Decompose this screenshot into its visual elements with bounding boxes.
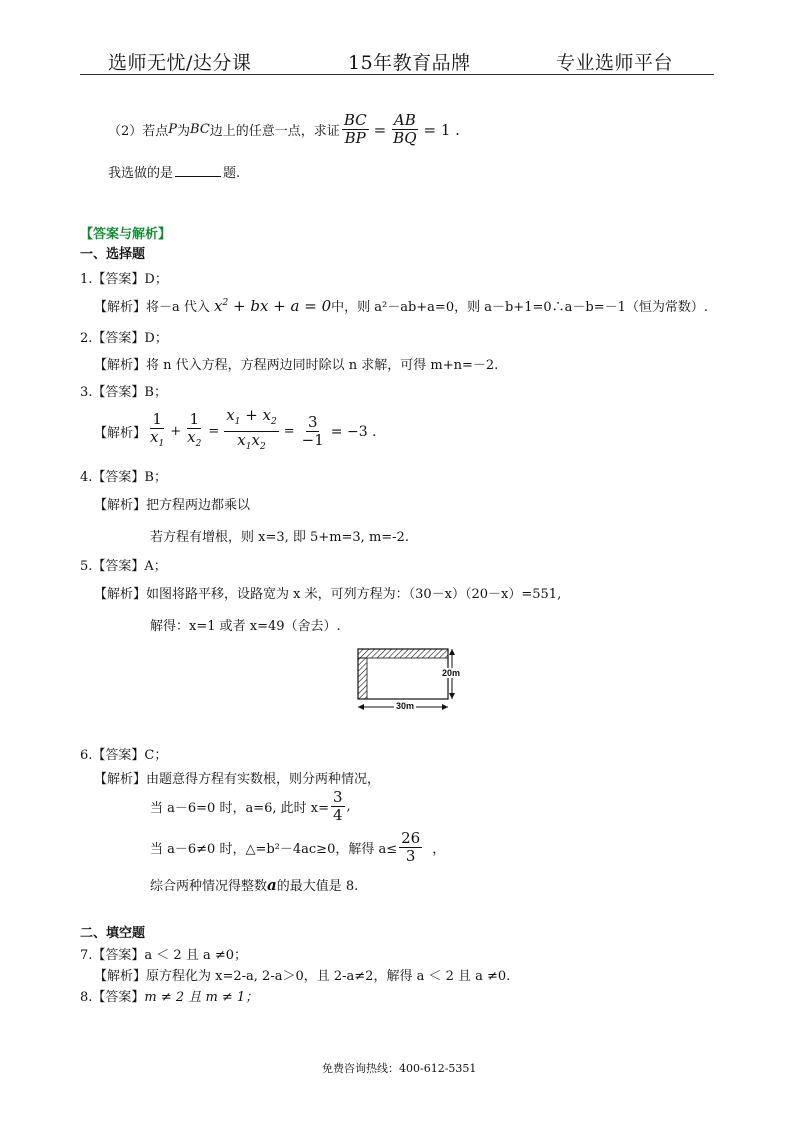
- q2-segment: BC: [190, 122, 210, 137]
- explain-text: 如图将路平移，设路宽为 x 米，可列方程为：（30－x）（20－x）=551,: [146, 587, 562, 602]
- figure-label-width: 30m: [396, 701, 415, 711]
- case-end: ,: [346, 799, 351, 814]
- arrow-right-icon: [442, 704, 448, 710]
- q2-fraction-2: [391, 112, 418, 147]
- frac-den: BQ: [393, 129, 417, 147]
- explain-text: 将 n 代入方程，方程两边同时除以 n 求解，可得 m+n=－2.: [146, 358, 499, 373]
- explain-4: [94, 494, 250, 513]
- case-end: ，: [432, 842, 446, 857]
- item-no: 7.: [80, 948, 93, 963]
- answer-label: 【答案】: [92, 385, 145, 400]
- arrow-left-icon: [358, 704, 364, 710]
- q2-prefix: （2）若点: [108, 124, 169, 139]
- explain-6-case2: [150, 830, 445, 865]
- answer-4: [80, 466, 167, 485]
- explain-label: 【解析】: [94, 426, 147, 441]
- header-rule: [80, 74, 714, 75]
- answer-label: 【答案】: [92, 331, 145, 346]
- fraction: $\frac{1}{x_2}$: [187, 409, 202, 449]
- fraction: $\frac{1}{x_1}$: [150, 409, 165, 449]
- question-2: [108, 112, 460, 147]
- fraction: $\frac{3}{-1}$: [301, 413, 324, 449]
- explain-label: 【解析】: [94, 300, 147, 315]
- arrow-down-icon: [449, 693, 455, 699]
- answer-label: 【答案】: [92, 748, 145, 763]
- answer-section-title: 【答案与解析】: [80, 227, 172, 242]
- answer-8: [80, 986, 258, 1005]
- item-no: 4.: [80, 470, 93, 485]
- answer-2: [80, 327, 168, 346]
- footer-hotline: 免费咨询热线：400-612-5351: [322, 1062, 477, 1075]
- road-vertical: [358, 658, 367, 699]
- conclusion-text: 综合两种情况得整数: [150, 879, 268, 894]
- answer-value: a ＜ 2 且 a ≠0；: [144, 948, 248, 963]
- answer-value: B；: [144, 385, 167, 400]
- q2-fraction-1: [342, 112, 369, 147]
- case-text: 当 a－6=0 时，a=6, 此时 x=: [150, 801, 329, 816]
- answer-6: [80, 744, 167, 763]
- answer-5: [80, 555, 167, 574]
- explain-7: [94, 965, 510, 984]
- explain-5: [94, 583, 561, 602]
- explain-label: 【解析】: [94, 587, 147, 602]
- answer-value: B；: [144, 470, 167, 485]
- section-choice-title: 一、选择题: [80, 247, 146, 262]
- explain-label: 【解析】: [94, 969, 147, 984]
- explain-1: [94, 296, 708, 315]
- figure-label-height: 20m: [442, 668, 461, 678]
- explain-4-line2: 若方程有增根，则 x=3, 即 5+m=3, m=-2.: [150, 530, 409, 545]
- explain-text: 由题意得方程有实数根，则分两种情况，: [146, 772, 381, 787]
- answer-1: [80, 268, 168, 287]
- item-no: 6.: [80, 748, 93, 763]
- explain-6-case1: [150, 789, 351, 824]
- header-left: 选师无忧/达分课: [108, 52, 252, 74]
- explain-2: [94, 354, 498, 373]
- q2-point-p: P: [168, 122, 178, 137]
- explain-6-conclusion: [150, 875, 358, 894]
- q2-text: 为: [177, 124, 191, 139]
- choice-suffix: 题.: [223, 166, 241, 181]
- answer-value: C；: [144, 748, 168, 763]
- explain-text: 把方程两边都乘以: [146, 498, 251, 513]
- explain-label: 【解析】: [94, 358, 147, 373]
- frac-num: AB: [393, 111, 416, 129]
- answer-blank: [175, 164, 221, 177]
- answer-value: m ≠ 2 且 m ≠ 1；: [144, 990, 259, 1005]
- q2-text2: 边上的任意一点，求证: [209, 124, 340, 139]
- frac-den: BP: [344, 129, 366, 147]
- item-no: 1.: [80, 272, 93, 287]
- conclusion-text: 的最大值是 8.: [276, 879, 359, 894]
- equation: $x^2$ + bx + a = 0: [214, 297, 332, 315]
- explain-text: 原方程化为 x=2-a, 2-a＞0，且 2-a≠2，解得 a ＜ 2 且 a ≠0.: [146, 969, 511, 984]
- explain-6: [94, 768, 380, 787]
- answer-label: 【答案】: [92, 990, 145, 1005]
- answer-3: [80, 381, 167, 400]
- header-center: 15年教育品牌: [348, 52, 471, 74]
- road-horizontal: [358, 649, 448, 658]
- explain-3: 【解析】 $\frac{1}{x_1}$ + $\frac{1}{x_2}$ = $\frac{x_1 + x_2}{x_1x_2}$ = $\frac{3}{-1}$ = −3 .: [94, 407, 377, 456]
- equals-sign: =: [373, 120, 387, 139]
- result: = −3 .: [330, 423, 377, 440]
- arrow-up-icon: [449, 649, 455, 655]
- header-right: 专业选师平台: [556, 52, 674, 74]
- answer-label: 【答案】: [92, 272, 145, 287]
- answer-label: 【答案】: [92, 470, 145, 485]
- answer-label: 【答案】: [92, 559, 145, 574]
- explain-text: 将－a 代入: [146, 300, 210, 315]
- item-no: 5.: [80, 559, 93, 574]
- answer-value: D；: [144, 331, 168, 346]
- fraction: $\frac{26}{3}$: [401, 829, 421, 865]
- answer-value: A；: [144, 559, 167, 574]
- explain-text: 中，则 a²－ab+a=0，则 a－b+1=0∴a－b=－1（恒为常数）.: [331, 300, 708, 315]
- explain-label: 【解析】: [94, 772, 147, 787]
- choice-text: 我选做的是: [108, 166, 174, 181]
- choice-line: [108, 162, 240, 181]
- explain-label: 【解析】: [94, 498, 147, 513]
- fraction: $\frac{3}{4}$: [333, 788, 343, 824]
- fraction: $\frac{x_1 + x_2}{x_1x_2}$: [226, 406, 277, 452]
- item-no: 8.: [80, 990, 93, 1005]
- frac-num: BC: [343, 111, 367, 129]
- answer-7: [80, 944, 247, 963]
- q2-equation-end: = 1 .: [423, 120, 460, 139]
- variable-a: a: [267, 876, 277, 894]
- item-no: 2.: [80, 331, 93, 346]
- answer-label: 【答案】: [92, 948, 145, 963]
- section-fill-title: 二、填空题: [80, 926, 146, 941]
- item-no: 3.: [80, 385, 93, 400]
- case-text: 当 a－6≠0 时，△=b²－4ac≥0，解得 a≤: [150, 842, 398, 857]
- answer-value: D；: [144, 272, 168, 287]
- explain-5-line2: 解得：x=1 或者 x=49（舍去）.: [150, 619, 341, 634]
